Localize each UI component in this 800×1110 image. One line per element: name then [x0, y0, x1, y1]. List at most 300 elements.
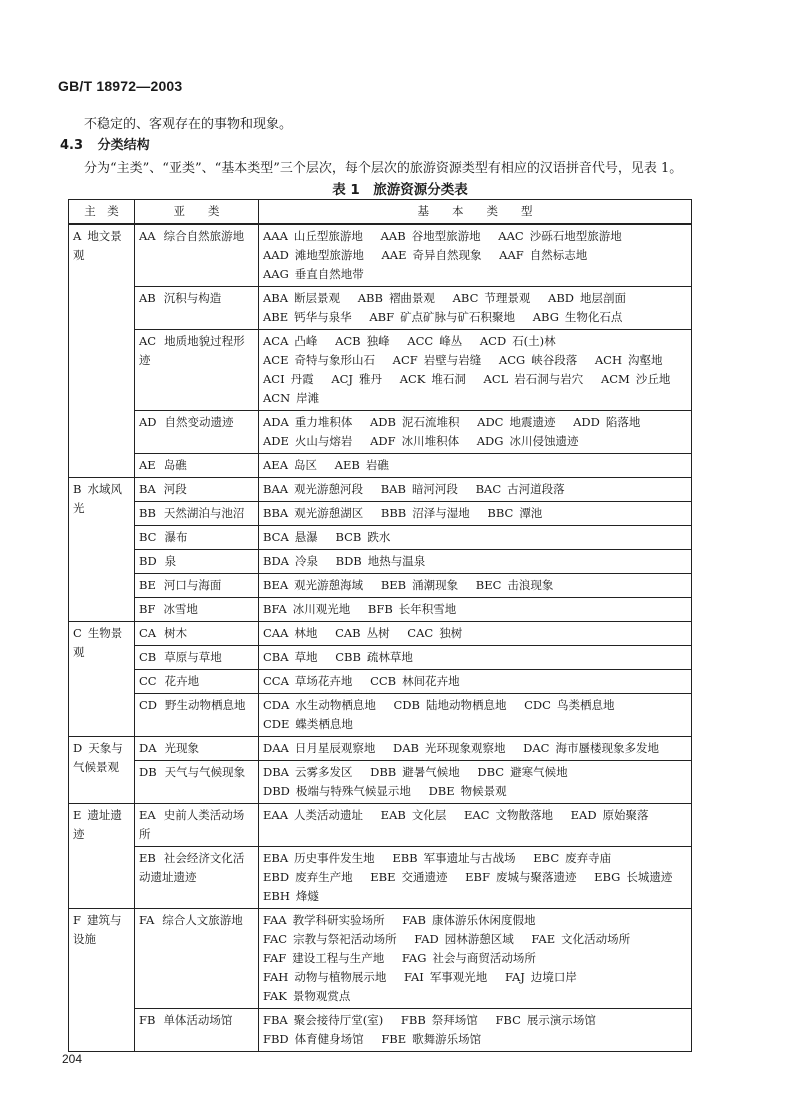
basic-type-item: [393, 353, 482, 367]
basic-type-name: 宗教与祭祀活动场所: [293, 932, 397, 946]
basic-type-item: [464, 808, 553, 822]
page-number: 204: [62, 1052, 83, 1066]
basic-types-cell: [259, 502, 692, 526]
sub-class-cell: [135, 622, 259, 646]
sub-class-cell: [135, 478, 259, 502]
sub-class-name: 草原与草地: [164, 650, 222, 664]
basic-type-item: [263, 989, 350, 1003]
basic-type-item: [263, 554, 318, 568]
basic-type-name: 山丘型旅游地: [293, 229, 363, 243]
sub-class-cell: [135, 224, 259, 287]
basic-type-name: 体育健身场馆: [294, 1032, 364, 1046]
basic-type-item: [370, 415, 459, 429]
basic-type-code: ACI: [263, 372, 285, 386]
sub-class-cell: [135, 804, 259, 847]
basic-type-code: ADA: [263, 415, 289, 429]
basic-type-item: [263, 530, 318, 544]
sub-class-cell: [135, 287, 259, 330]
basic-type-name: 长城遗迹: [626, 870, 673, 884]
table-row: [69, 526, 692, 550]
basic-type-item: [381, 808, 447, 822]
basic-type-item: [368, 602, 456, 616]
basic-type-code: BFA: [263, 602, 287, 616]
sub-class-code: CB: [139, 650, 157, 664]
basic-type-item: [505, 970, 577, 984]
main-class-code: E: [73, 808, 82, 822]
basic-type-item: [335, 458, 389, 472]
basic-type-item: [263, 267, 364, 281]
basic-type-code: AAD: [263, 248, 289, 262]
basic-type-item: [480, 334, 556, 348]
table-header-row: [69, 200, 692, 225]
basic-type-code: BFB: [367, 602, 393, 616]
basic-type-item: [402, 951, 536, 965]
basic-type-name: 避寒气候地: [510, 765, 568, 779]
basic-type-name: 沙丘地: [635, 372, 671, 386]
basic-type-code: AAC: [498, 229, 524, 243]
header-main-class: 主 类: [69, 200, 135, 225]
sub-class-name: 综合人文旅游地: [162, 913, 243, 927]
basic-type-name: 击浪现象: [507, 578, 554, 592]
basic-types-cell: [259, 1009, 692, 1052]
basic-type-name: 悬瀑: [294, 530, 318, 544]
basic-type-code: CDC: [524, 698, 551, 712]
basic-type-name: 自然标志地: [529, 248, 588, 262]
sub-class-name: 树木: [164, 626, 188, 640]
basic-type-code: BBA: [263, 506, 289, 520]
basic-type-code: DBC: [477, 765, 505, 779]
basic-type-name: 光环现象观察地: [424, 741, 506, 755]
basic-type-item: [370, 674, 460, 688]
basic-type-code: FBE: [381, 1032, 407, 1046]
main-class-name: 天象与气候景观: [73, 741, 123, 774]
basic-types-cell: [259, 761, 692, 804]
main-class-code: B: [73, 482, 82, 496]
basic-type-item: [263, 932, 397, 946]
basic-type-item: [263, 1032, 364, 1046]
basic-type-code: DAA: [263, 741, 289, 755]
basic-type-name: 岩石洞与岩穴: [514, 372, 584, 386]
basic-type-code: EAB: [380, 808, 406, 822]
sub-class-code: AC: [139, 334, 157, 348]
main-class-name: 遗址遗迹: [73, 808, 122, 841]
basic-type-item: [402, 913, 535, 927]
basic-type-name: 冰川观光地: [292, 602, 351, 616]
basic-type-code: FBD: [263, 1032, 289, 1046]
sub-class-code: EB: [139, 851, 156, 865]
basic-type-item: [498, 229, 621, 243]
basic-type-name: 独峰: [366, 334, 390, 348]
table-row: [69, 287, 692, 330]
basic-type-code: BAA: [263, 482, 289, 496]
basic-type-code: ACD: [479, 334, 507, 348]
sub-class-name: 瀑布: [164, 530, 188, 544]
standard-code: GB/T 18972—2003: [58, 78, 183, 94]
sub-class-code: BB: [139, 506, 156, 520]
sub-class-cell: [135, 1009, 259, 1052]
sub-class-name: 地质地貌过程形迹: [139, 334, 245, 367]
basic-type-name: 聚会接待厅堂(室): [293, 1013, 384, 1027]
basic-type-name: 军事遗址与古战场: [423, 851, 516, 865]
basic-type-item: [263, 851, 375, 865]
basic-type-item: [335, 334, 390, 348]
basic-type-code: DBD: [263, 784, 290, 798]
basic-type-code: AAG: [263, 267, 289, 281]
basic-type-name: 岛区: [294, 458, 318, 472]
section-number: 4.3: [60, 138, 84, 153]
basic-types-cell: [259, 454, 692, 478]
sub-class-code: BF: [139, 602, 156, 616]
basic-type-code: ACJ: [331, 372, 354, 386]
basic-type-item: [401, 1013, 478, 1027]
basic-type-code: FAH: [263, 970, 289, 984]
basic-type-item: [601, 372, 670, 386]
basic-type-item: [407, 334, 462, 348]
sub-class-code: AA: [139, 229, 156, 243]
basic-type-name: 丛树: [366, 626, 390, 640]
basic-type-name: 废弃寺庙: [565, 851, 612, 865]
basic-type-item: [263, 784, 411, 798]
basic-type-code: DAB: [393, 741, 419, 755]
table-row: [69, 737, 692, 761]
basic-type-item: [263, 310, 352, 324]
basic-type-code: CCB: [370, 674, 397, 688]
basic-type-code: CCA: [263, 674, 289, 688]
sub-class-name: 社会经济文化活动遗址遗迹: [139, 851, 245, 884]
sub-class-cell: [135, 454, 259, 478]
sub-class-name: 岛礁: [163, 458, 187, 472]
basic-type-item: [263, 808, 363, 822]
basic-type-item: [392, 851, 515, 865]
basic-type-name: 避暑气候地: [402, 765, 460, 779]
sub-class-code: AB: [139, 291, 156, 305]
basic-type-name: 林地: [294, 626, 318, 640]
basic-type-name: 滩地型旅游地: [294, 248, 364, 262]
basic-type-name: 疏林草地: [366, 650, 413, 664]
basic-type-name: 建设工程与生产地: [292, 951, 385, 965]
basic-type-name: 社会与商贸活动场所: [432, 951, 536, 965]
main-class-cell: [69, 224, 135, 478]
basic-type-name: 地层剖面: [580, 291, 627, 305]
main-class-name: 水域风光: [73, 482, 122, 515]
basic-type-code: EAC: [463, 808, 490, 822]
basic-type-item: [381, 1032, 481, 1046]
sub-class-cell: [135, 694, 259, 737]
sub-class-code: DA: [139, 741, 157, 755]
main-class-code: D: [73, 741, 83, 755]
basic-type-item: [477, 415, 555, 429]
basic-type-code: CDB: [393, 698, 420, 712]
table-row: [69, 224, 692, 287]
basic-type-item: [381, 482, 458, 496]
basic-type-code: BDB: [335, 554, 362, 568]
basic-type-item: [263, 951, 384, 965]
basic-type-item: [477, 434, 579, 448]
table-row: [69, 804, 692, 847]
basic-type-name: 泥石流堆积: [401, 415, 460, 429]
basic-type-name: 烽燧: [295, 889, 319, 903]
sub-class-name: 天气与气候现象: [164, 765, 246, 779]
basic-type-name: 边境口岸: [530, 970, 577, 984]
basic-type-name: 峰丛: [439, 334, 463, 348]
basic-type-item: [495, 1013, 595, 1027]
basic-type-code: AEA: [263, 458, 289, 472]
sub-class-cell: [135, 526, 259, 550]
basic-type-name: 陷落地: [605, 415, 641, 429]
basic-type-code: ADC: [477, 415, 504, 429]
basic-type-code: ADG: [476, 434, 504, 448]
basic-type-item: [370, 870, 447, 884]
basic-type-name: 动物与植物展示地: [294, 970, 387, 984]
sub-class-code: BE: [139, 578, 156, 592]
basic-type-name: 观光游憩湖区: [294, 506, 364, 520]
basic-type-item: [263, 458, 317, 472]
basic-type-item: [595, 353, 663, 367]
sub-class-code: BA: [139, 482, 156, 496]
basic-type-item: [369, 310, 515, 324]
basic-type-item: [263, 698, 376, 712]
basic-type-item: [414, 932, 514, 946]
basic-type-code: FAD: [414, 932, 439, 946]
basic-type-item: [336, 554, 426, 568]
basic-type-name: 水生动物栖息地: [295, 698, 376, 712]
basic-types-cell: [259, 737, 692, 761]
section-title: 分类结构: [97, 138, 150, 153]
basic-type-item: [263, 602, 350, 616]
basic-type-code: EAA: [263, 808, 289, 822]
basic-type-name: 重力堆积体: [294, 415, 353, 429]
basic-type-code: CAA: [263, 626, 289, 640]
basic-type-name: 岩壁与岩缝: [423, 353, 482, 367]
sub-class-cell: [135, 761, 259, 804]
table-row: [69, 761, 692, 804]
basic-type-item: [263, 970, 386, 984]
basic-type-code: EBF: [465, 870, 490, 884]
basic-type-name: 教学科研实验场所: [292, 913, 385, 927]
basic-type-name: 跌水: [367, 530, 391, 544]
table-row: [69, 1009, 692, 1052]
basic-type-item: [370, 434, 459, 448]
basic-type-name: 长年积雪地: [398, 602, 457, 616]
sub-class-code: CD: [139, 698, 158, 712]
sub-class-name: 光现象: [164, 741, 200, 755]
basic-type-code: DBE: [428, 784, 455, 798]
basic-types-cell: [259, 622, 692, 646]
basic-type-code: ADF: [370, 434, 396, 448]
basic-type-item: [331, 372, 382, 386]
basic-type-name: 涌潮现象: [412, 578, 459, 592]
basic-types-cell: [259, 694, 692, 737]
basic-types-cell: [259, 909, 692, 1009]
basic-type-name: 岩礁: [365, 458, 389, 472]
basic-type-name: 歌舞游乐场馆: [412, 1032, 482, 1046]
basic-type-code: BBC: [487, 506, 514, 520]
table-row: [69, 502, 692, 526]
intro-line: 不稳定的、客观存在的事物和现象。: [84, 117, 293, 132]
basic-types-cell: [259, 804, 692, 847]
basic-type-item: [263, 372, 314, 386]
basic-type-item: [499, 353, 577, 367]
basic-type-code: ACN: [263, 391, 291, 405]
basic-type-name: 历史事件发生地: [294, 851, 375, 865]
basic-type-name: 凸峰: [294, 334, 318, 348]
basic-type-code: FAA: [263, 913, 287, 927]
main-class-code: F: [73, 913, 81, 927]
basic-type-code: ACM: [600, 372, 630, 386]
basic-type-code: BEC: [475, 578, 502, 592]
basic-type-item: [465, 870, 576, 884]
basic-type-item: [263, 334, 317, 348]
basic-type-name: 独树: [439, 626, 463, 640]
basic-types-cell: [259, 224, 692, 287]
table-row: [69, 330, 692, 411]
basic-type-name: 观光游憩河段: [294, 482, 364, 496]
basic-type-name: 人类活动遗址: [294, 808, 364, 822]
basic-type-code: AAF: [499, 248, 524, 262]
basic-type-code: ABG: [532, 310, 559, 324]
basic-type-name: 地震遗迹: [509, 415, 556, 429]
basic-type-name: 草地: [294, 650, 318, 664]
basic-type-name: 雅丹: [359, 372, 383, 386]
basic-type-item: [453, 291, 531, 305]
basic-type-code: ABB: [357, 291, 383, 305]
basic-types-cell: [259, 670, 692, 694]
basic-type-item: [263, 434, 352, 448]
basic-type-name: 园林游憩区域: [444, 932, 514, 946]
basic-type-name: 废弃生产地: [295, 870, 353, 884]
sub-class-name: 河口与海面: [163, 578, 222, 592]
basic-type-name: 文化活动场所: [561, 932, 631, 946]
basic-type-name: 潭池: [519, 506, 543, 520]
basic-type-name: 堆石洞: [431, 372, 466, 386]
basic-type-name: 沟壑地: [628, 353, 663, 367]
basic-type-name: 文化层: [411, 808, 447, 822]
table-row: [69, 847, 692, 909]
table-row: [69, 622, 692, 646]
basic-type-item: [263, 353, 375, 367]
sub-class-name: 河段: [163, 482, 187, 496]
basic-type-item: [263, 870, 353, 884]
sub-class-name: 冰雪地: [163, 602, 198, 616]
sub-class-name: 综合自然旅游地: [163, 229, 245, 243]
table-row: [69, 574, 692, 598]
basic-type-name: 火山与熔岩: [294, 434, 353, 448]
basic-type-code: AAE: [381, 248, 407, 262]
basic-type-item: [400, 372, 466, 386]
table-row: [69, 670, 692, 694]
sub-class-code: CA: [139, 626, 157, 640]
sub-class-name: 单体活动场馆: [163, 1013, 233, 1027]
basic-type-item: [523, 741, 659, 755]
basic-type-code: EBA: [263, 851, 289, 865]
sub-class-name: 野生动物栖息地: [165, 698, 246, 712]
basic-type-code: CDA: [263, 698, 290, 712]
basic-type-name: 褶曲景观: [388, 291, 435, 305]
sub-class-code: CC: [139, 674, 157, 688]
basic-type-name: 冰川堆积体: [401, 434, 460, 448]
basic-type-name: 鸟类栖息地: [556, 698, 615, 712]
basic-type-name: 暗河河段: [411, 482, 458, 496]
basic-type-item: [393, 698, 506, 712]
header-basic-type: 基 本 类 型: [259, 200, 692, 225]
basic-type-code: CAB: [335, 626, 361, 640]
basic-types-cell: [259, 574, 692, 598]
table-row: [69, 478, 692, 502]
basic-type-item: [263, 741, 375, 755]
basic-type-code: AEB: [334, 458, 360, 472]
table-row: [69, 454, 692, 478]
basic-type-item: [594, 870, 672, 884]
sub-class-cell: [135, 502, 259, 526]
sub-class-cell: [135, 847, 259, 909]
basic-type-item: [476, 482, 565, 496]
table-row: [69, 550, 692, 574]
basic-type-item: [404, 970, 487, 984]
table-row: [69, 694, 692, 737]
sub-class-name: 沉积与构造: [163, 291, 222, 305]
basic-type-code: EBB: [392, 851, 418, 865]
basic-type-name: 奇特与象形山石: [294, 353, 375, 367]
basic-type-name: 草场花卉地: [294, 674, 353, 688]
basic-type-item: [263, 913, 385, 927]
table-row: [69, 411, 692, 454]
table-row: [69, 598, 692, 622]
table-caption: 表 1 旅游资源分类表: [332, 182, 468, 198]
basic-type-item: [358, 291, 435, 305]
basic-type-item: [335, 626, 390, 640]
basic-type-code: FAJ: [504, 970, 525, 984]
basic-type-name: 丹霞: [290, 372, 314, 386]
basic-type-code: AAB: [380, 229, 406, 243]
basic-types-cell: [259, 411, 692, 454]
basic-types-cell: [259, 287, 692, 330]
basic-type-name: 钙华与泉华: [294, 310, 352, 324]
basic-type-name: 废城与聚落遗迹: [495, 870, 577, 884]
basic-type-code: EBD: [263, 870, 290, 884]
basic-type-item: [382, 248, 482, 262]
basic-type-item: [381, 229, 481, 243]
basic-type-item: [381, 578, 458, 592]
sub-class-code: BC: [139, 530, 157, 544]
basic-types-cell: [259, 550, 692, 574]
basic-type-code: BEA: [263, 578, 289, 592]
basic-type-code: CBA: [263, 650, 289, 664]
basic-type-code: ACH: [594, 353, 622, 367]
sub-class-cell: [135, 574, 259, 598]
sub-class-name: 天然湖泊与池沼: [163, 506, 245, 520]
basic-type-item: [393, 741, 505, 755]
basic-type-item: [263, 889, 319, 903]
basic-type-name: 沼泽与湿地: [412, 506, 470, 520]
basic-type-code: ACA: [263, 334, 289, 348]
basic-type-code: BDA: [263, 554, 289, 568]
sub-class-name: 史前人类活动场所: [139, 808, 245, 841]
basic-type-code: BBB: [380, 506, 407, 520]
basic-type-item: [533, 851, 611, 865]
sub-class-code: EA: [139, 808, 156, 822]
sub-class-code: BD: [139, 554, 157, 568]
basic-type-item: [263, 626, 317, 640]
sub-class-cell: [135, 909, 259, 1009]
basic-type-name: 古河道段落: [507, 482, 565, 496]
basic-type-code: ADB: [370, 415, 396, 429]
basic-type-code: ABF: [369, 310, 395, 324]
basic-type-code: ABD: [548, 291, 575, 305]
basic-type-name: 极端与特殊气候显示地: [295, 784, 411, 798]
basic-type-code: ACB: [335, 334, 361, 348]
basic-type-item: [263, 1013, 383, 1027]
basic-type-code: FBC: [495, 1013, 521, 1027]
